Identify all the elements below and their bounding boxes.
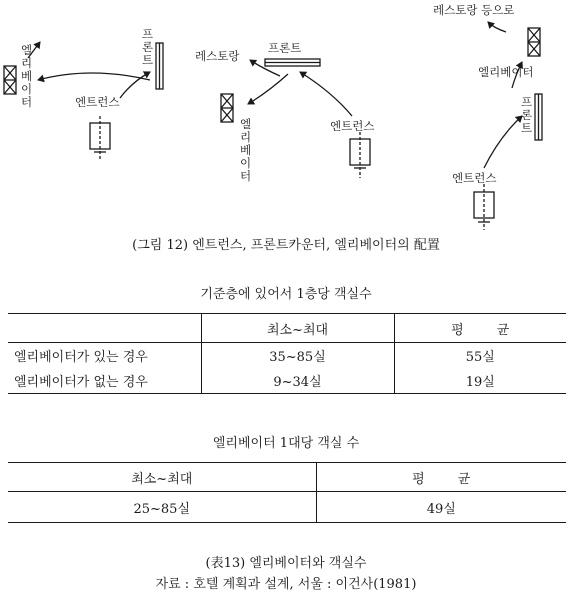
- diagram3-elevator-symbol: [528, 28, 540, 56]
- table1-header-cell: [8, 314, 201, 343]
- diagram1-elevator-symbol: [4, 66, 16, 94]
- diagram1-front-label: 프론트: [141, 27, 154, 67]
- table1-cell: 19실: [394, 368, 566, 394]
- table2-header-cell: 평 균: [316, 463, 566, 492]
- diagram3-front-counter-symbol: [535, 94, 542, 140]
- diagram1-entrance-label: 엔트런스: [75, 95, 120, 109]
- diagram1-front-counter-symbol: [156, 43, 163, 89]
- table-row: [8, 368, 566, 394]
- diagram3-entrance-label: 엔트런스: [452, 171, 497, 185]
- diagram2-front-label: 프론트: [268, 41, 302, 55]
- diagram2-entrance-label: 엔트런스: [330, 119, 375, 133]
- table13-caption: (表13) 엘리베이터와 객실수: [205, 556, 367, 571]
- diagram1-entrance-symbol: [90, 116, 110, 160]
- diagram2-arrow-to-elevator: [248, 74, 288, 104]
- table-row: [8, 492, 566, 523]
- diagram3-elevator-label: 엘리베이터: [478, 65, 534, 79]
- table1-header-cell: 평 균: [394, 314, 566, 343]
- table2: [8, 462, 566, 523]
- table1-cell: 9~34실: [201, 368, 394, 394]
- diagram2-front-counter-symbol: [265, 59, 320, 66]
- figure-12-caption: (그림 12) 엔트런스, 프론트카운터, 엘리베이터의 配置: [132, 238, 440, 253]
- table1-row-label: 엘리베이터가 없는 경우: [14, 375, 148, 390]
- diagram2-arrow-entrance-to-front: [300, 72, 352, 116]
- table2-header-row: [8, 463, 566, 492]
- table2-header-cell: 최소~최대: [131, 471, 193, 487]
- table-row: [8, 343, 566, 369]
- diagram2-entrance-symbol: [350, 132, 370, 178]
- diagram2-elevator-symbol: [221, 94, 233, 122]
- table1-cell: 55실: [394, 343, 566, 369]
- table1-header-row: [8, 314, 566, 343]
- diagram2-restaurant-label: 레스토랑: [195, 49, 240, 63]
- diagram2-elevator-label: 엘리베이터: [239, 117, 252, 183]
- diagram1-arrow-front-to-elevator: [38, 73, 150, 80]
- table2-title: 엘리베이터 1대당 객실 수: [212, 436, 360, 451]
- table13-source: 자료 : 호텔 계획과 설계, 서울 : 이건사(1981): [155, 577, 417, 592]
- table2-cell: 25~85실: [133, 501, 191, 517]
- diagram3-arrow-to-front: [484, 116, 522, 168]
- table1-title: 기준층에 있어서 1층당 객실수: [200, 287, 372, 302]
- table1-cell: 35~85실: [201, 343, 394, 369]
- diagram3-arrow-to-restaurant: [488, 22, 506, 32]
- table1: [8, 313, 566, 394]
- table2-cell: 49실: [316, 492, 566, 523]
- table1-row-label: 엘리베이터가 있는 경우: [14, 350, 148, 365]
- table1-header-cell: 최소~최대: [201, 314, 394, 343]
- diagram3-front-label: 프론트: [520, 95, 533, 135]
- figure-12-diagrams: [0, 0, 572, 232]
- diagram3-entrance-symbol: [474, 184, 494, 230]
- diagram1-elevator-label: 엘리베이터: [20, 43, 33, 109]
- diagram3-restaurant-label: 레스토랑 등으로: [433, 3, 515, 17]
